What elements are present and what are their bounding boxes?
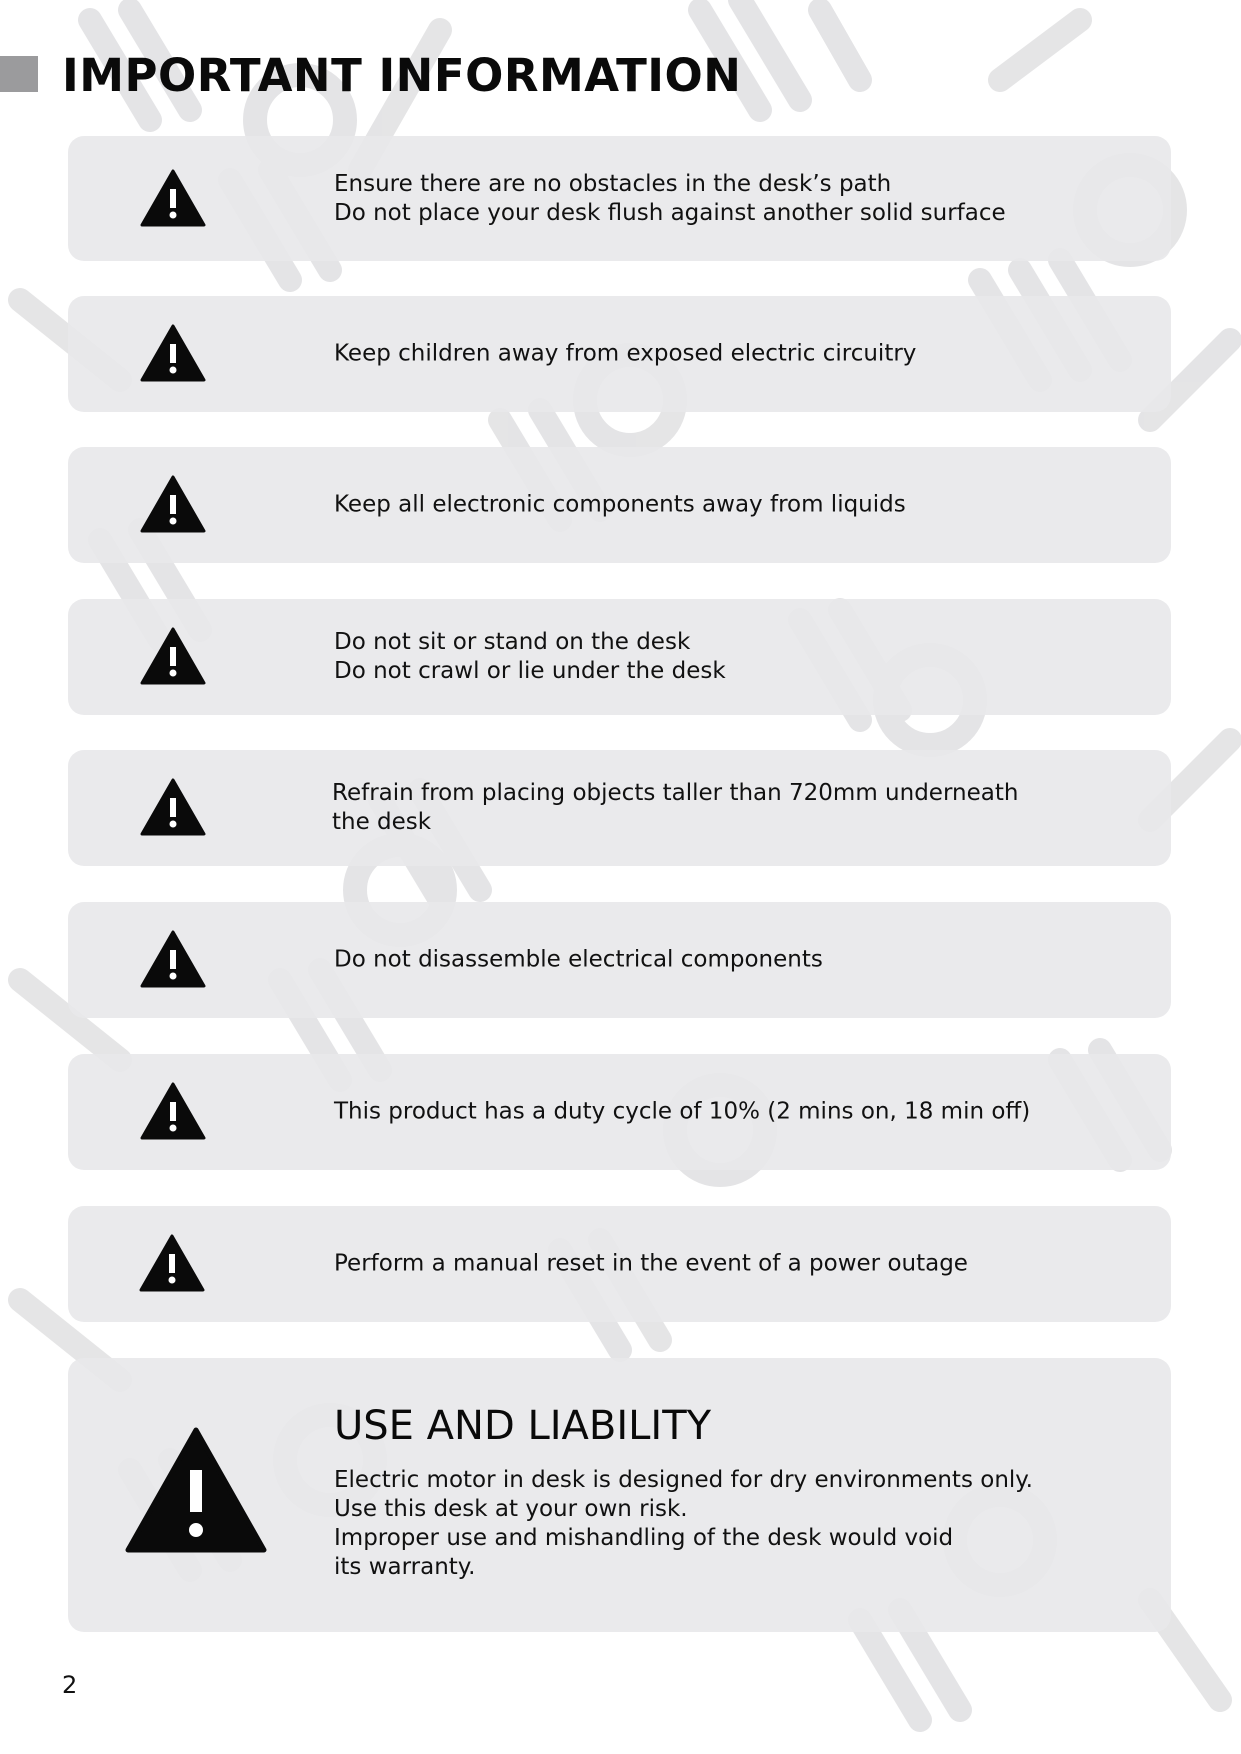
notice-line: the desk (332, 809, 432, 835)
notice-card (68, 447, 1171, 563)
warning-triangle-icon (140, 475, 206, 533)
title-marker (0, 56, 38, 92)
notice-text (334, 1098, 1134, 1127)
notice-card (68, 136, 1171, 261)
notice-text (334, 628, 1134, 686)
notice-text (334, 1250, 1134, 1279)
page-number: 2 (62, 1671, 78, 1699)
warning-triangle-icon (124, 1426, 268, 1554)
warning-triangle-icon (140, 324, 206, 382)
notice-card (68, 1206, 1171, 1322)
notice-card (68, 1054, 1171, 1170)
notice-text (334, 946, 1134, 975)
warning-triangle-icon (140, 1082, 206, 1140)
notice-line: Perform a manual reset in the event of a power outage (334, 1250, 968, 1277)
warning-triangle-icon (140, 930, 206, 988)
liability-line: Improper use and mishandling of the desk would void (334, 1525, 954, 1551)
warning-triangle-icon (140, 627, 206, 685)
notice-card (68, 296, 1171, 412)
notice-line: Ensure there are no obstacles in the desk’s path (334, 170, 892, 197)
notice-line: This product has a duty cycle of 10% (2 mins on, 18 min off) (334, 1098, 1031, 1125)
notice-text (334, 340, 1134, 369)
notice-card (68, 902, 1171, 1018)
liability-card (68, 1358, 1171, 1632)
warning-triangle-icon (140, 169, 206, 227)
liability-line: its warranty. (334, 1554, 476, 1580)
liability-line: Electric motor in desk is designed for dry environments only. (334, 1467, 1033, 1493)
liability-title: USE AND LIABILITY (334, 1403, 712, 1449)
liability-line: Use this desk at your own risk. (334, 1496, 688, 1522)
notice-line: Do not disassemble electrical components (334, 946, 823, 973)
notice-line: Do not place your desk flush against another solid surface (334, 199, 1006, 226)
notice-line: Keep all electronic components away from liquids (334, 491, 906, 518)
notice-card (68, 750, 1171, 866)
warning-triangle-icon (139, 1234, 205, 1292)
warning-triangle-icon (140, 778, 206, 836)
notice-card (68, 599, 1171, 715)
notice-line: Refrain from placing objects taller than 720mm underneath (332, 780, 1019, 806)
notice-text (334, 491, 1134, 520)
liability-text (334, 1466, 1154, 1582)
notice-line: Do not sit or stand on the desk (334, 629, 691, 655)
notice-text (334, 170, 1134, 228)
notice-line: Keep children away from exposed electric circuitry (334, 340, 917, 367)
page-title: IMPORTANT INFORMATION (62, 49, 742, 102)
notice-text (332, 779, 1132, 837)
notice-line: Do not crawl or lie under the desk (334, 658, 726, 684)
